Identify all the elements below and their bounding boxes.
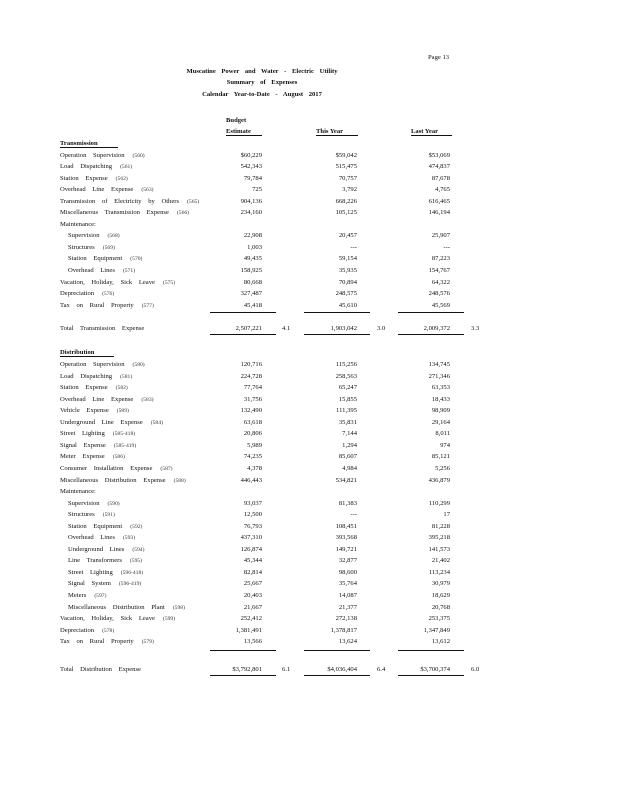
last-year-value: 64,322 (431, 278, 450, 286)
last-year-value: 141,573 (428, 545, 450, 553)
last-year-value: 81,228 (431, 522, 450, 530)
subtotal-rule (398, 650, 464, 651)
budget-value: 904,136 (240, 197, 262, 205)
this-year-value: --- (350, 243, 357, 251)
row-label (60, 407, 129, 414)
row-label-text: Underground Line Expense (60, 418, 143, 426)
budget-value: 224,728 (240, 372, 262, 380)
account-code: (587) (160, 465, 173, 472)
last-year-value: 98,909 (431, 407, 450, 415)
total-this-year-pct: 3.0 (377, 325, 386, 332)
subtotal-rule (210, 312, 276, 313)
row-label (60, 419, 163, 426)
row-label (60, 396, 153, 403)
this-year-value: 20,457 (338, 232, 357, 240)
subtotal-rule (304, 312, 370, 313)
row-label-text: Station Equipment (68, 255, 123, 263)
last-year-value: 134,745 (428, 361, 450, 368)
row-label (60, 442, 136, 449)
last-year-value: 13,612 (431, 638, 450, 646)
this-year-value: 149,721 (335, 545, 357, 553)
account-code: (596-419) (118, 581, 142, 588)
report-period: Calendar Year-to-Date - August 2017 (202, 91, 322, 98)
total-rule (398, 675, 464, 676)
this-year-value: 65,247 (338, 384, 357, 392)
last-year-value: 974 (440, 441, 450, 449)
this-year-value: 85,607 (338, 453, 357, 461)
row-label-text: Overhead Line Expense (60, 186, 134, 194)
account-code: (592) (130, 523, 143, 530)
account-code: (568) (107, 233, 120, 240)
report-subtitle: Summary of Expenses (226, 79, 298, 86)
total-budget: 2,507,221 (235, 325, 262, 332)
row-label (68, 244, 115, 251)
budget-value: 74,235 (243, 453, 262, 461)
row-label (60, 198, 199, 205)
this-year-value: 393,568 (335, 534, 357, 542)
row-label-text: Signal Expense (60, 441, 106, 449)
row-label-text: Supervision (68, 232, 100, 240)
row-label-text: Station Expense (60, 174, 108, 182)
last-year-value: 154,767 (428, 267, 450, 274)
row-label (68, 592, 106, 599)
account-code: (570) (130, 256, 143, 263)
this-year-value: 70,894 (338, 278, 357, 286)
subtotal-rule (210, 650, 276, 651)
last-year-value: 616,465 (428, 197, 450, 205)
total-budget: $3,792,801 (232, 666, 262, 673)
last-year-value: 21,402 (431, 557, 450, 565)
this-year-header: This Year (316, 128, 358, 136)
row-label (60, 477, 186, 484)
row-label-text: Structures (68, 511, 95, 519)
budget-value: 13,566 (243, 638, 262, 646)
account-code: (580) (132, 362, 145, 368)
budget-value: 80,668 (243, 278, 262, 286)
budget-value: 1,381,491 (235, 626, 262, 634)
row-label-text: Tax on Rural Property (60, 638, 134, 646)
row-label (60, 186, 153, 193)
row-label (68, 511, 115, 518)
row-label-text: Vacation, Holiday, Sick Leave (60, 278, 155, 286)
budget-value: 446,443 (240, 476, 262, 484)
last-year-value: 87,223 (431, 255, 450, 263)
budget-value: 158,925 (240, 267, 262, 274)
last-year-value: 110,299 (428, 499, 450, 507)
total-rule (398, 334, 464, 335)
row-label (68, 569, 143, 576)
budget-value: 82,814 (243, 568, 262, 576)
last-year-value: 4,765 (435, 186, 450, 194)
row-label-text: Vehicle Expense (60, 407, 109, 415)
row-label-text: Underground Lines (68, 545, 125, 553)
row-label (60, 209, 189, 216)
account-code: (578) (102, 627, 115, 634)
this-year-value: 1,378,817 (330, 626, 357, 634)
total-label: Total Transmission Expense (60, 325, 145, 332)
this-year-value: 7,144 (342, 430, 357, 438)
account-code: (599) (162, 616, 176, 623)
this-year-value: 70,757 (338, 174, 357, 182)
account-code: (590) (107, 500, 120, 507)
total-label: Total Distribution Expense (60, 666, 141, 673)
row-label (60, 488, 96, 495)
total-last-year: 2,009,372 (423, 325, 450, 332)
account-code: (585-418) (112, 431, 136, 438)
last-year-value: 18,629 (431, 592, 450, 599)
section-heading: Distribution (60, 349, 114, 357)
subtotal-rule (304, 650, 370, 651)
this-year-value: 111,395 (336, 407, 357, 415)
budget-value: $60,229 (240, 151, 262, 159)
account-code: (598) (172, 604, 185, 611)
last-year-value: 29,164 (431, 418, 450, 426)
account-code: (585-419) (113, 442, 137, 449)
budget-value: 725 (252, 186, 262, 194)
this-year-value: 248,575 (335, 290, 357, 298)
last-year-value: 20,768 (431, 603, 450, 611)
this-year-value: 3,792 (342, 186, 357, 194)
account-code: (576) (102, 291, 115, 298)
row-label (68, 255, 142, 262)
row-label (68, 523, 142, 530)
row-label (60, 615, 175, 622)
account-code: (571) (122, 268, 136, 274)
row-label-text: Miscellaneous Distribution Expense (60, 476, 166, 484)
account-code: (583) (141, 396, 154, 403)
budget-header: Estimate (226, 128, 262, 136)
last-year-value: 85,121 (431, 453, 450, 461)
row-label-text: Load Dispatching (60, 372, 113, 380)
row-label-text: Operation Supervision (60, 361, 125, 368)
row-label (60, 453, 125, 460)
this-year-value: 81,383 (338, 499, 357, 507)
this-year-value: 98,600 (338, 568, 357, 576)
account-code: (593) (122, 535, 136, 542)
last-year-value: --- (443, 243, 450, 251)
budget-value: 126,874 (240, 545, 262, 553)
row-label-text: Miscellaneous Transmission Expense (60, 209, 169, 217)
this-year-value: 515,475 (335, 163, 357, 171)
row-label-text: Depreciation (60, 626, 95, 634)
budget-value: 49,435 (243, 255, 262, 263)
row-label-text: Station Equipment (68, 522, 123, 530)
budget-value: 77,764 (243, 384, 262, 392)
row-label (68, 604, 185, 611)
budget-value: 1,003 (247, 243, 262, 251)
last-year-header: Last Year (411, 128, 452, 136)
row-label (68, 267, 135, 274)
account-code: (563) (141, 187, 154, 194)
this-year-value: 105,125 (335, 209, 357, 217)
this-year-value: 35,935 (338, 267, 357, 274)
budget-value: 93,037 (243, 499, 262, 507)
row-label (60, 279, 175, 286)
row-label (60, 373, 132, 380)
account-code: (597) (94, 593, 107, 599)
account-code: (575) (162, 279, 176, 286)
budget-value: 45,418 (243, 301, 262, 309)
row-label-text: Street Lighting (60, 430, 105, 438)
row-label (68, 580, 141, 587)
row-label (60, 627, 114, 634)
this-year-value: 4,984 (342, 464, 357, 472)
budget-value: 45,344 (243, 557, 262, 565)
row-label-text: Transmission of Electricity by Others (60, 197, 180, 205)
last-year-value: 45,569 (431, 301, 450, 309)
this-year-value: --- (350, 511, 357, 519)
row-label (60, 221, 96, 228)
row-label (60, 163, 132, 170)
row-label-text: Line Transformers (68, 557, 122, 565)
row-label-text: Tax on Rural Property (60, 301, 134, 309)
last-year-value: 17 (443, 511, 450, 519)
row-label (60, 290, 114, 297)
budget-value: 120,716 (240, 361, 262, 368)
row-label-text: Vacation, Holiday, Sick Leave (60, 615, 155, 623)
budget-header-line1: Budget (226, 117, 247, 124)
total-this-year: $4,036,404 (327, 666, 357, 673)
row-label-text: Supervision (68, 499, 100, 507)
this-year-value: 1,294 (342, 441, 357, 449)
account-code: (581) (120, 373, 133, 380)
row-label (60, 430, 135, 437)
row-label (68, 557, 142, 564)
row-label-text: Maintenance: (60, 488, 96, 496)
row-label-text: Miscellaneous Distribution Plant (68, 603, 165, 611)
row-label-text: Station Expense (60, 384, 108, 392)
last-year-value: 63,353 (431, 384, 450, 392)
row-label-text: Maintenance: (60, 220, 96, 228)
last-year-value: 253,375 (428, 615, 450, 623)
last-year-value: 87,678 (431, 174, 450, 182)
budget-value: 252,412 (240, 615, 262, 623)
total-this-year-pct: 6.4 (377, 666, 386, 673)
last-year-value: 5,256 (435, 464, 450, 472)
account-code: (595) (129, 558, 143, 565)
account-code: (584) (150, 419, 163, 426)
account-code: (566) (176, 210, 190, 217)
budget-value: 63,618 (243, 418, 262, 426)
account-code: (561) (120, 164, 133, 171)
this-year-value: 35,764 (338, 580, 357, 588)
last-year-value: 113,234 (428, 568, 450, 576)
total-budget-pct: 4.1 (282, 325, 291, 332)
account-code: (589) (116, 408, 129, 415)
row-label-text: Structures (68, 243, 95, 251)
last-year-value: 436,879 (428, 476, 450, 484)
row-label (60, 638, 154, 645)
row-label (68, 534, 135, 541)
this-year-value: 21,377 (338, 603, 357, 611)
total-budget-pct: 6.1 (282, 666, 291, 673)
budget-value: 5,989 (247, 441, 262, 449)
budget-value: 437,310 (240, 534, 262, 542)
last-year-value: 30,979 (431, 580, 450, 588)
row-label-text: Operation Supervision (60, 151, 125, 159)
row-label-text: Signal System (68, 580, 111, 588)
account-code: (565) (187, 198, 200, 205)
last-year-value: 146,194 (428, 209, 450, 217)
budget-value: 76,793 (243, 522, 262, 530)
this-year-value: 272,138 (335, 615, 357, 623)
total-rule (304, 334, 370, 335)
last-year-value: $53,069 (428, 151, 450, 159)
budget-value: 20,403 (243, 592, 262, 599)
total-last-year: $3,700,374 (420, 666, 450, 673)
account-code: (577) (141, 302, 154, 309)
budget-value: 542,343 (240, 163, 262, 171)
row-label-text: Overhead Lines (68, 534, 115, 542)
this-year-value: 32,877 (338, 557, 357, 565)
row-label-text: Overhead Lines (68, 267, 115, 274)
row-label (68, 232, 120, 239)
row-label (60, 302, 154, 309)
total-last-year-pct: 3.3 (471, 325, 480, 332)
this-year-value: 15,855 (338, 395, 357, 403)
last-year-value: 25,907 (431, 232, 450, 240)
account-code: (586) (112, 454, 125, 461)
row-label (60, 175, 128, 182)
budget-value: 31,756 (243, 395, 262, 403)
this-year-value: 14,087 (338, 592, 357, 599)
last-year-value: 18,433 (431, 395, 450, 403)
this-year-value: 668,226 (335, 197, 357, 205)
total-rule (210, 675, 276, 676)
row-label-text: Overhead Line Expense (60, 395, 134, 403)
this-year-value: 45,610 (338, 301, 357, 309)
budget-value: 12,500 (243, 511, 262, 519)
this-year-value: 13,624 (338, 638, 357, 646)
last-year-value: 271,346 (428, 372, 450, 380)
account-code: (569) (102, 244, 115, 251)
row-label-text: Street Lighting (68, 568, 113, 576)
account-code: (579) (141, 639, 154, 646)
row-label-text: Depreciation (60, 290, 95, 298)
this-year-value: 534,821 (335, 476, 357, 484)
budget-value: 234,160 (240, 209, 262, 217)
account-code: (582) (115, 385, 128, 392)
account-code: (591) (102, 512, 115, 519)
section-heading: Transmission (60, 140, 118, 148)
row-label (60, 465, 173, 472)
account-code: (588) (173, 477, 186, 484)
this-year-value: 35,831 (338, 418, 357, 426)
budget-value: 4,378 (247, 464, 262, 472)
this-year-value: 59,154 (338, 255, 357, 263)
budget-value: 20,806 (243, 430, 262, 438)
row-label (60, 384, 128, 391)
last-year-value: 8,011 (435, 430, 450, 438)
account-code: (560) (132, 152, 145, 159)
last-year-value: 474,837 (428, 163, 450, 171)
this-year-value: 108,451 (335, 522, 357, 530)
page-number: Page 13 (428, 54, 450, 61)
account-code: (594) (132, 546, 145, 553)
budget-value: 79,784 (243, 174, 262, 182)
last-year-value: 248,576 (428, 290, 450, 298)
total-last-year-pct: 6.0 (471, 666, 480, 673)
last-year-value: 395,218 (428, 534, 450, 542)
this-year-value: $59,042 (335, 151, 357, 159)
total-rule (210, 334, 276, 335)
subtotal-rule (398, 312, 464, 313)
row-label (68, 500, 120, 507)
budget-value: 327,487 (240, 290, 262, 298)
this-year-value: 115,256 (335, 361, 357, 368)
this-year-value: 258,563 (335, 372, 357, 380)
row-label-text: Meters (68, 592, 87, 599)
account-code: (562) (115, 175, 128, 182)
row-label (60, 361, 145, 368)
last-year-value: 1,347,849 (423, 626, 450, 634)
total-this-year: 1,903,042 (330, 325, 357, 332)
budget-value: 21,667 (243, 603, 262, 611)
total-rule (304, 675, 370, 676)
row-label-text: Consumer Installation Expense (60, 464, 153, 472)
budget-value: 25,667 (243, 580, 262, 588)
row-label (68, 546, 144, 553)
account-code: (596-418) (120, 569, 144, 576)
row-label-text: Load Dispatching (60, 163, 113, 171)
budget-value: 132,490 (240, 407, 262, 415)
row-label (60, 152, 145, 159)
row-label-text: Meter Expense (60, 453, 105, 461)
report-title: Muscatine Power and Water - Electric Utility (186, 68, 338, 75)
budget-value: 22,908 (243, 232, 262, 240)
